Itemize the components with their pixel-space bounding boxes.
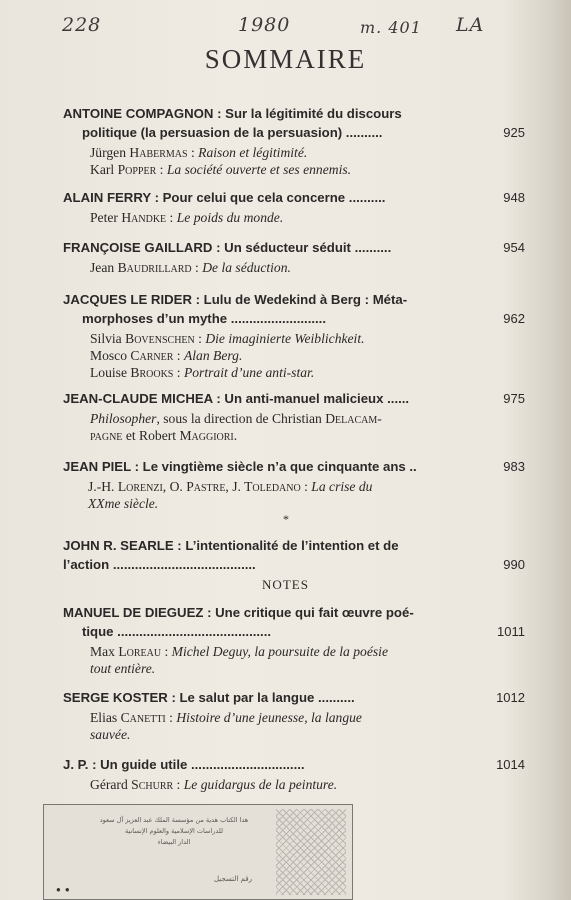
page-number: 948 [503,190,525,205]
review-ref: Philosopher, sous la direction de Christian Delacam- [90,411,382,426]
toc-entry-michea[interactable] [63,389,525,444]
entry-heading-line1: FRANÇOISE GAILLARD : Un séducteur séduit .......... [63,240,392,255]
review-ref: J.-H. Lorenzi, O. Pastre, J. Toledano : La crise du [88,479,373,494]
entry-heading-line1: MANUEL DE DIEGUEZ : Une critique qui fait œuvre poé- [63,605,414,620]
handwritten-note-initials: LA [456,14,485,36]
toc-entry-gaillard[interactable] [63,238,525,276]
handwritten-note-year: 1980 [238,14,291,36]
entry-heading-line1: ALAIN FERRY : Pour celui que cela concerne .......... [63,190,386,205]
entry-heading-line2: politique (la persuasion de la persuasion) .......... [82,125,383,140]
page-number: 954 [503,240,525,255]
toc-entry-koster[interactable] [63,688,525,743]
toc-entry-dieguez[interactable] [63,603,525,677]
review-ref: XXme siècle. [88,496,159,511]
stamp-dots: ● ● [56,885,70,894]
page-number: 983 [503,459,525,474]
toc-entry-le-rider[interactable] [63,290,525,381]
library-stamp [43,804,353,900]
entry-heading-line2: l’action ....................................... [63,557,256,572]
page-number: 925 [503,125,525,140]
entry-heading-line1: SERGE KOSTER : Le salut par la langue .......... [63,690,355,705]
review-ref: Louise Brooks : Portrait d’une anti-star. [90,365,315,380]
page-number: 990 [503,557,525,572]
page-number: 1014 [496,757,525,772]
review-ref: Peter Handke : Le poids du monde. [90,210,284,225]
review-ref: tout entière. [90,661,156,676]
handwritten-note-ref: m. 401 [360,18,422,37]
entry-heading-line1: ANTOINE COMPAGNON : Sur la légitimité du discours [63,106,402,121]
notes-heading: NOTES [262,577,309,592]
review-ref: Karl Popper : La société ouverte et ses ennemis. [90,162,352,177]
toc-entry-jp[interactable] [63,755,525,793]
toc-entry-compagnon[interactable] [63,104,525,178]
toc-entry-searle[interactable] [63,536,525,574]
review-ref: Silvia Bovenschen : Die imaginierte Weiblichkeit. [90,331,365,346]
review-ref: Mosco Carner : Alan Berg. [90,348,243,363]
page-number: 1012 [496,690,525,705]
toc-entry-ferry[interactable] [63,188,525,226]
separator-asterisk: * [283,512,289,526]
handwritten-note-left: 228 [62,14,102,36]
review-ref: Jürgen Habermas : Raison et légitimité. [90,145,308,160]
review-ref: Gérard Schurr : Le guidargus de la peinture. [90,777,338,792]
entry-heading-line1: JEAN PIEL : Le vingtième siècle n’a que cinquante ans .. [63,459,417,474]
entry-heading-line2: morphoses d’un mythe .......................... [82,311,327,326]
toc-entry-piel[interactable] [63,457,525,512]
entry-heading-line1: JOHN R. SEARLE : L’intentionalité de l’intention et de [63,538,399,553]
review-ref: pagne et Robert Maggiori. [90,428,238,443]
review-ref: Elias Canetti : Histoire d’une jeunesse, la langue [90,710,362,725]
page-title: SOMMAIRE [204,44,367,74]
page-number: 1011 [497,624,525,639]
review-ref: Jean Baudrillard : De la séduction. [90,260,291,275]
review-ref: Max Loreau : Michel Deguy, la poursuite de la poésie [90,644,388,659]
entry-heading-line1: JACQUES LE RIDER : Lulu de Wedekind à Berg : Méta- [63,292,408,307]
entry-heading-line1: J. P. : Un guide utile ............................... [63,757,305,772]
review-ref: sauvée. [90,727,131,742]
entry-heading-line1: JEAN-CLAUDE MICHEA : Un anti-manuel malicieux ...... [63,391,410,406]
stamp-pattern [276,809,346,895]
stamp-registration-label: رقم التسجيل [214,875,252,883]
entry-heading-line2: tique .......................................... [82,624,272,639]
page-number: 962 [503,311,525,326]
page-number: 975 [503,391,525,406]
stamp-text: هدا الكتاب هدية من مؤسسة الملك عبد العزيز آل سعود للدراسات الإسلامية والعلوم الإنسانية الدار البيضاء [99,816,249,846]
